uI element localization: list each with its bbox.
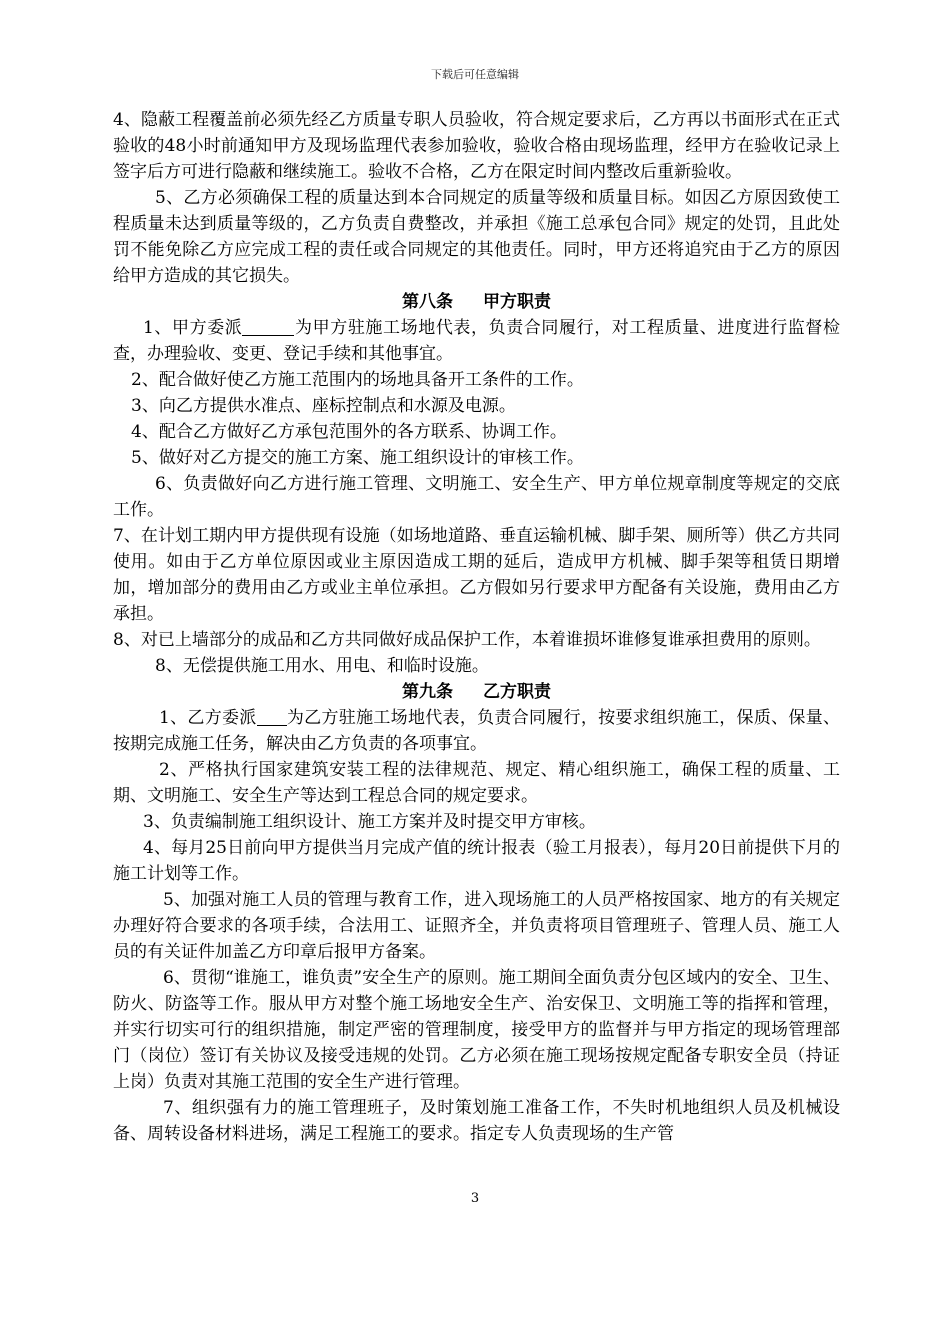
article-8-item-5: 5、做好对乙方提交的施工方案、施工组织设计的审核工作。 bbox=[131, 448, 584, 468]
representative-blank bbox=[242, 318, 294, 336]
article-8-heading bbox=[113, 289, 840, 315]
article-8-item-8b: 8、无偿提供施工用水、用电、和临时设施。 bbox=[155, 656, 489, 676]
article-9-item-6: 6、贯彻“谁施工，谁负责”安全生产的原则。施工期间全面负责分包区域内的安全、卫生、防火、防盗等工作。服从甲方对整个施工场地安全生产、治安保卫、文明施工等的指挥和管理，并实行切实可行的组织措施，制定严密的管理制度，接受甲方的监督并与甲方指定的现场管理部门（岗位）签订有关协议及接受违规的处罚。乙方必须在施工现场按规定配备专职安全员（持证上岗）负责对其施工范围的安全生产进行管理。 bbox=[113, 968, 840, 1092]
article-9-title: 乙方职责 bbox=[483, 682, 551, 702]
article-8-number: 第八条 bbox=[402, 292, 453, 312]
article-8-item-7: 7、在计划工期内甲方提供现有设施（如场地道路、垂直运输机械、脚手架、厕所等）供乙方共同使用。如由于乙方单位原因或业主原因造成工期的延后，造成甲方机械、脚手架等租赁日期增加，增加部分的费用由乙方或业主单位承担。乙方假如另行要求甲方配备有关设施，费用由乙方承担。 bbox=[113, 526, 840, 624]
article-8-item-2: 2、配合做好使乙方施工范围内的场地具备开工条件的工作。 bbox=[131, 370, 584, 390]
page-number: 3 bbox=[470, 1191, 480, 1206]
article-8-title: 甲方职责 bbox=[483, 292, 551, 312]
article-9-item-2: 2、严格执行国家建筑安装工程的法律规范、规定、精心组织施工，确保工程的质量、工期、文明施工、安全生产等达到工程总合同的规定要求。 bbox=[113, 760, 840, 806]
article-9-item-4: 4、每月25日前向甲方提供当月完成产值的统计报表（验工月报表），每月20日前提供下月的施工计划等工作。 bbox=[113, 838, 840, 884]
representative-blank bbox=[257, 708, 287, 726]
article-8-item-4: 4、配合乙方做好乙方承包范围外的各方联系、协调工作。 bbox=[131, 422, 567, 442]
article-8-item-6: 6、负责做好向乙方进行施工管理、文明施工、安全生产、甲方单位规章制度等规定的交底工作。 bbox=[113, 474, 840, 520]
article-9-number: 第九条 bbox=[402, 682, 453, 702]
article-9-heading bbox=[113, 679, 840, 705]
paragraph-hidden-works: 4、隐蔽工程覆盖前必须先经乙方质量专职人员验收，符合规定要求后，乙方再以书面形式在正式验收的48小时前通知甲方及现场监理代表参加验收，验收合格由现场监理，经甲方在验收记录上签字后方可进行隐蔽和继续施工。验收不合格，乙方在限定时间内整改后重新验收。 bbox=[113, 110, 840, 182]
page-header-note: 下载后可任意编辑 bbox=[431, 68, 519, 81]
article-9-item-3: 3、负责编制施工组织设计、施工方案并及时提交甲方审核。 bbox=[143, 812, 596, 832]
article-8-item-1: 1、甲方委派 为甲方驻施工场地代表，负责合同履行，对工程质量、进度进行监督检查，办理验收、变更、登记手续和其他事宜。 bbox=[113, 318, 840, 364]
paragraph-quality: 5、乙方必须确保工程的质量达到本合同规定的质量等级和质量目标。如因乙方原因致使工程质量未达到质量等级的，乙方负责自费整改，并承担《施工总承包合同》规定的处罚，且此处罚不能免除乙方应完成工程的责任或合同规定的其他责任。同时，甲方还将追究由于乙方的原因给甲方造成的其它损失。 bbox=[113, 188, 840, 286]
article-9-item-1: 1、乙方委派 为乙方驻施工场地代表，负责合同履行，按要求组织施工，保质、保量、按期完成施工任务，解决由乙方负责的各项事宜。 bbox=[113, 708, 841, 754]
article-8-item-3: 3、向乙方提供水准点、座标控制点和水源及电源。 bbox=[131, 396, 516, 416]
article-9-item-7: 7、组织强有力的施工管理班子，及时策划施工准备工作，不失时机地组织人员及机械设备、周转设备材料进场，满足工程施工的要求。指定专人负责现场的生产管 bbox=[113, 1098, 840, 1144]
document-body bbox=[113, 107, 840, 1147]
article-9-item-5: 5、加强对施工人员的管理与教育工作，进入现场施工的人员严格按国家、地方的有关规定办理好符合要求的各项手续，合法用工、证照齐全，并负责将项目管理班子、管理人员、施工人员的有关证件加盖乙方印章后报甲方备案。 bbox=[113, 890, 840, 962]
article-8-item-8a: 8、对已上墙部分的成品和乙方共同做好成品保护工作，本着谁损坏谁修复谁承担费用的原则。 bbox=[113, 630, 821, 650]
